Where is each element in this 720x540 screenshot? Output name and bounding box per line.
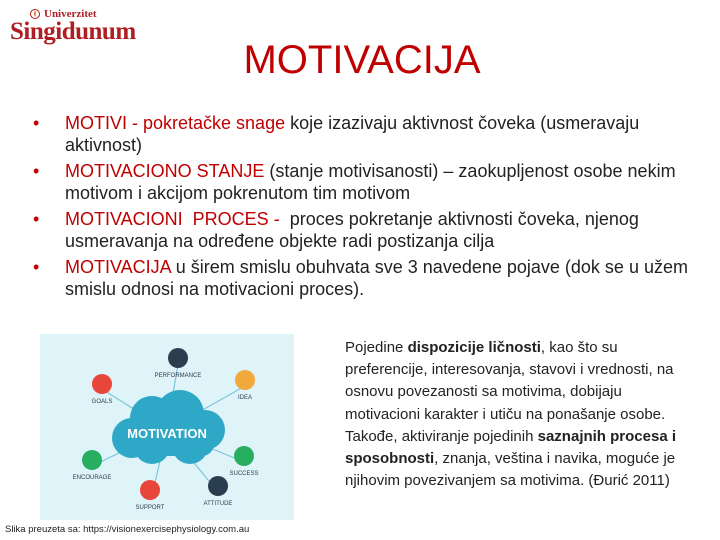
- paragraph-bold-term: dispozicije ličnosti: [407, 339, 541, 356]
- bullet-dot-icon: •: [33, 161, 40, 181]
- bullet-term: MOTIVACIONO STANJE: [65, 161, 265, 181]
- performance-icon: [168, 348, 188, 368]
- bullet-dot-icon: •: [33, 113, 40, 133]
- idea-icon: [235, 370, 255, 390]
- bullet-dot-icon: •: [33, 209, 40, 229]
- diagram-label: PERFORMANCE: [154, 373, 202, 379]
- success-icon: [234, 446, 254, 466]
- bullet-item: [30, 208, 690, 252]
- support-icon: [140, 480, 160, 500]
- bullet-item: [30, 160, 690, 204]
- logo-top-text: Univerzitet: [44, 8, 97, 20]
- bullet-text: u širem smislu obuhvata sve 3 navedene pojave (dok se u užem smislu odnosi na motivacioni proces).: [65, 257, 688, 299]
- diagram-label: ATTITUDE: [203, 501, 233, 507]
- paragraph-text: , kao što su preferencije, interesovanja, stavovi i vrednosti, na osnovu povezanosti sa motivima, dobijaju motivacioni karakter i utiču na ponašanje osobe. Takođe, aktiviranje pojedinih: [345, 339, 674, 445]
- side-paragraph: [345, 337, 685, 492]
- bullet-item: [30, 256, 690, 300]
- diagram-label: GOALS: [91, 399, 113, 405]
- bullet-text: koje izazivaju aktivnost čoveka (usmeravaju aktivnost): [65, 113, 640, 155]
- bullet-list: [30, 112, 690, 304]
- goals-icon: [92, 374, 112, 394]
- logo-main-text: Singidunum: [10, 18, 136, 45]
- paragraph-text: Pojedine: [345, 339, 408, 356]
- bullet-text: (stanje motivisanosti) – zaokupljenost osobe nekim motivom i akcijom pokrenutom tim motivom: [65, 161, 676, 203]
- bullet-text: proces pokretanje aktivnosti čoveka, njenog usmeravanja na određene objekte radi postizanja cilja: [65, 209, 639, 251]
- motivation-diagram: [40, 334, 294, 520]
- slide-title: MOTIVACIJA: [243, 38, 481, 82]
- encourage-icon: [82, 450, 102, 470]
- paragraph-text: , znanja, veština i navika, moguće je njihovim povezivanjem sa motivima. (Đurić 2011): [345, 450, 676, 490]
- bullet-term: MOTIVACIJA: [65, 257, 171, 277]
- attitude-icon: [208, 476, 228, 496]
- diagram-label: IDEA: [237, 395, 253, 401]
- diagram-label: ENCOURAGE: [72, 475, 112, 481]
- image-caption: Slika preuzeta sa: https://visionexercisephysiology.com.au: [5, 524, 250, 535]
- diagram-label: SUCCESS: [229, 471, 259, 477]
- bullet-term: MOTIVI - pokretačke snage: [65, 113, 286, 133]
- bullet-dot-icon: •: [33, 257, 40, 277]
- paragraph-bold-term: saznajnih procesa i sposobnosti: [345, 427, 677, 468]
- diagram-label: SUPPORT: [135, 505, 165, 511]
- motivation-illustration: [40, 334, 294, 520]
- bullet-term: MOTIVACIONI PROCES -: [65, 209, 285, 229]
- diagram-center-label: MOTIVATION: [127, 426, 207, 441]
- bullet-item: [30, 112, 690, 156]
